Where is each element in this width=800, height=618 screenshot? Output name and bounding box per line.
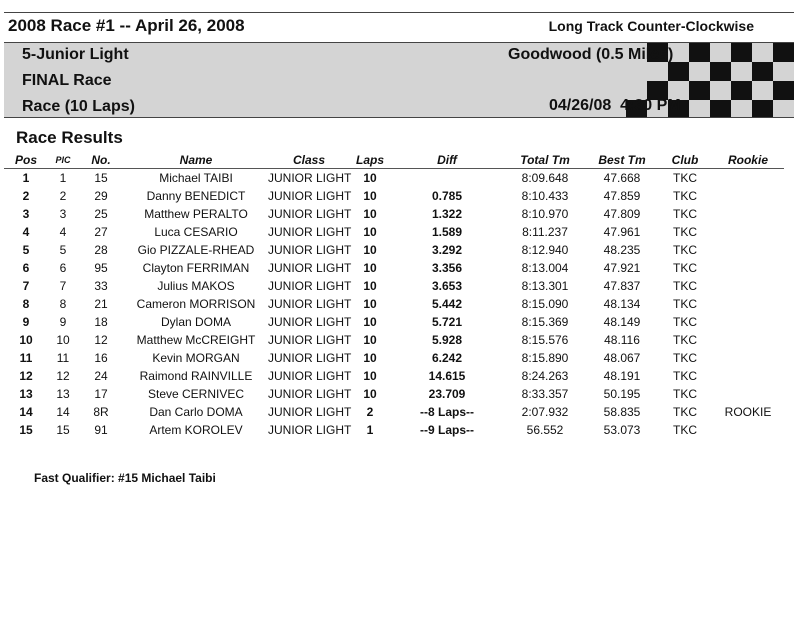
cell-total: 8:10.433 [521,189,569,203]
table-row [4,277,784,295]
cell-pos: 5 [22,243,30,257]
cell-club: TKC [673,369,697,383]
cell-laps: 10 [363,279,377,293]
table-row [4,403,784,421]
cell-diff: 1.589 [431,225,463,239]
col-diff: Diff [390,151,504,169]
cell-laps: 10 [363,315,377,329]
cell-rookie [712,223,784,241]
cell-rookie [712,205,784,223]
flag-square [773,81,794,100]
cell-diff: 3.653 [431,279,463,293]
cell-pic: 9 [59,315,67,329]
cell-diff: 3.356 [431,261,463,275]
col-rookie: Rookie [712,151,784,169]
cell-rookie [712,169,784,188]
cell-class: JUNIOR LIGHT [268,351,352,365]
cell-class: JUNIOR LIGHT [268,279,352,293]
cell-best: 48.149 [603,315,641,329]
cell-pos: 9 [22,315,30,329]
cell-pos: 8 [22,297,30,311]
cell-no: 27 [94,225,108,239]
cell-pos: 10 [19,333,33,347]
header-bottom-rule [4,117,794,118]
cell-best: 58.835 [603,405,641,419]
cell-name: Gio PIZZALE-RHEAD [137,243,255,257]
col-name: Name [124,151,268,169]
cell-club: TKC [673,189,697,203]
cell-name: Kevin MORGAN [152,351,240,365]
cell-class: JUNIOR LIGHT [268,369,352,383]
cell-pic: 1 [59,171,67,185]
flag-square [752,62,773,81]
cell-diff: 0.785 [431,189,463,203]
cell-no: 29 [94,189,108,203]
cell-no: 28 [94,243,108,257]
cell-name: Matthew PERALTO [144,207,248,221]
cell-pic: 11 [56,351,70,365]
venue: Goodwood (0.5 Miles) [508,46,674,63]
col-club: Club [658,151,712,169]
cell-laps: 10 [363,225,377,239]
col-pos: Pos [4,151,48,169]
table-row [4,259,784,277]
cell-class: JUNIOR LIGHT [268,333,352,347]
cell-diff: 3.292 [431,243,463,257]
cell-no: 25 [94,207,108,221]
cell-diff: --9 Laps-- [420,423,474,437]
col-best: Best Tm [586,151,658,169]
cell-pic: 3 [59,207,67,221]
cell-total: 8:11.237 [522,225,568,239]
cell-name: Dan Carlo DOMA [149,405,243,419]
results-header-row [4,151,784,169]
table-row [4,205,784,223]
cell-class: JUNIOR LIGHT [268,189,352,203]
cell-best: 48.134 [603,297,641,311]
fast-qualifier: Fast Qualifier: #15 Michael Taibi [34,471,216,485]
cell-no: 12 [94,333,108,347]
table-row [4,187,784,205]
cell-club: TKC [673,297,697,311]
cell-pos: 2 [22,189,30,203]
cell-rookie [712,277,784,295]
col-total: Total Tm [504,151,586,169]
cell-best: 50.195 [603,387,641,401]
cell-class: JUNIOR LIGHT [268,261,352,275]
results-heading: Race Results [16,128,123,147]
cell-laps: 10 [363,261,377,275]
cell-pic: 6 [59,261,67,275]
table-row [4,295,784,313]
cell-no: 95 [94,261,108,275]
cell-best: 47.859 [603,189,641,203]
race-datetime [549,97,681,115]
cell-pos: 14 [19,405,33,419]
cell-rookie [712,331,784,349]
cell-no: 91 [94,423,108,437]
col-no: No. [78,151,124,169]
cell-rookie: ROOKIE [724,405,772,419]
cell-no: 18 [94,315,108,329]
cell-name: Michael TAIBI [159,171,233,185]
header-title-bar [4,12,794,40]
cell-total: 8:15.369 [521,315,569,329]
cell-pic: 4 [59,225,67,239]
cell-rookie [712,367,784,385]
cell-total: 8:15.576 [521,333,569,347]
race-class: 5-Junior Light [22,46,129,63]
cell-rookie [712,295,784,313]
cell-pos: 11 [19,351,33,365]
cell-laps: 10 [363,189,377,203]
cell-rookie [712,259,784,277]
cell-best: 47.921 [603,261,641,275]
cell-name: Matthew McCREIGHT [136,333,256,347]
cell-rookie [712,385,784,403]
cell-rookie [712,187,784,205]
cell-best: 47.837 [603,279,641,293]
cell-diff: 14.615 [428,369,466,383]
flag-square [731,81,752,100]
flag-square [710,62,731,81]
cell-pic: 7 [59,279,67,293]
cell-pic: 2 [59,189,67,203]
col-class: Class [268,151,350,169]
cell-best: 47.809 [603,207,641,221]
table-row [4,385,784,403]
cell-diff [390,169,504,188]
cell-class: JUNIOR LIGHT [268,297,352,311]
race-laps: Race (10 Laps) [22,98,135,115]
cell-no: 15 [94,171,108,185]
cell-name: Luca CESARIO [154,225,238,239]
cell-laps: 1 [366,423,374,437]
cell-club: TKC [673,261,697,275]
cell-no: 21 [94,297,108,311]
cell-no: 17 [94,387,108,401]
race-time: 4:30 PM [620,97,681,114]
cell-laps: 2 [366,405,374,419]
col-laps: Laps [350,151,390,169]
cell-name: Steve CERNIVEC [147,387,245,401]
cell-pic: 5 [59,243,67,257]
cell-pos: 13 [19,387,33,401]
cell-laps: 10 [363,387,377,401]
cell-total: 8:12.940 [521,243,569,257]
cell-diff: 23.709 [428,387,466,401]
cell-best: 48.116 [604,333,640,347]
cell-no: 16 [94,351,108,365]
cell-total: 8:15.890 [521,351,569,365]
cell-rookie [712,349,784,367]
cell-pos: 15 [19,423,33,437]
cell-pic: 15 [56,423,70,437]
cell-class: JUNIOR LIGHT [268,405,352,419]
cell-total: 56.552 [526,423,564,437]
cell-class: JUNIOR LIGHT [268,243,352,257]
results-table [4,151,784,439]
cell-class: JUNIOR LIGHT [268,225,352,239]
cell-name: Dylan DOMA [160,315,231,329]
table-row [4,313,784,331]
cell-rookie [712,421,784,439]
cell-best: 47.961 [603,225,641,239]
cell-total: 8:10.970 [521,207,569,221]
cell-pos: 7 [22,279,30,293]
cell-laps: 10 [363,171,377,185]
cell-best: 48.191 [603,369,641,383]
cell-pos: 6 [22,261,30,275]
track-type: Long Track Counter-Clockwise [548,18,754,34]
cell-name: Raimond RAINVILLE [139,369,253,383]
cell-club: TKC [673,387,697,401]
cell-pic: 13 [56,387,70,401]
cell-no: 33 [94,279,108,293]
cell-pos: 1 [22,171,30,185]
cell-class: JUNIOR LIGHT [268,387,352,401]
cell-best: 48.067 [603,351,641,365]
cell-class: JUNIOR LIGHT [268,207,352,221]
cell-name: Artem KOROLEV [149,423,243,437]
cell-pos: 3 [22,207,30,221]
table-row [4,241,784,259]
cell-pic: 12 [56,369,70,383]
cell-total: 8:15.090 [521,297,569,311]
flag-square [689,43,710,62]
cell-pic: 10 [56,333,70,347]
cell-diff: 6.242 [431,351,463,365]
cell-class: JUNIOR LIGHT [268,315,352,329]
cell-club: TKC [673,243,697,257]
cell-name: Danny BENEDICT [146,189,246,203]
cell-best: 48.235 [603,243,641,257]
cell-club: TKC [673,171,697,185]
cell-laps: 10 [363,297,377,311]
col-pic: PIC [48,151,78,169]
cell-club: TKC [673,405,697,419]
cell-pos: 4 [22,225,30,239]
cell-diff: --8 Laps-- [420,405,474,419]
cell-rookie [712,313,784,331]
cell-total: 8:24.263 [521,369,569,383]
cell-club: TKC [673,423,697,437]
cell-laps: 10 [363,333,377,347]
cell-laps: 10 [363,207,377,221]
flag-square [773,43,794,62]
flag-square [731,43,752,62]
cell-best: 53.073 [603,423,641,437]
cell-total: 8:13.004 [521,261,569,275]
cell-name: Clayton FERRIMAN [142,261,250,275]
cell-diff: 5.721 [431,315,463,329]
flag-square [710,100,731,117]
table-row [4,349,784,367]
table-row [4,367,784,385]
cell-club: TKC [673,225,697,239]
cell-class: JUNIOR LIGHT [268,171,352,185]
flag-square [752,100,773,117]
race-date: 04/26/08 [549,97,612,114]
cell-name: Julius MAKOS [157,279,235,293]
cell-class: JUNIOR LIGHT [268,423,352,437]
flag-square [689,81,710,100]
cell-rookie [712,241,784,259]
cell-pic: 8 [59,297,67,311]
cell-total: 8:09.648 [521,171,569,185]
cell-laps: 10 [363,243,377,257]
cell-laps: 10 [363,369,377,383]
cell-pic: 14 [56,405,70,419]
table-row [4,223,784,241]
table-row [4,169,784,188]
cell-club: TKC [673,351,697,365]
cell-total: 2:07.932 [521,405,569,419]
race-type: FINAL Race [22,72,112,89]
race-title: 2008 Race #1 -- April 26, 2008 [8,16,245,35]
cell-total: 8:33.357 [521,387,569,401]
cell-club: TKC [673,315,697,329]
cell-diff: 5.928 [431,333,463,347]
cell-name: Cameron MORRISON [136,297,256,311]
table-row [4,331,784,349]
flag-square [668,62,689,81]
cell-club: TKC [673,279,697,293]
cell-pos: 12 [19,369,33,383]
cell-diff: 5.442 [431,297,463,311]
cell-club: TKC [673,333,697,347]
cell-diff: 1.322 [431,207,463,221]
cell-best: 47.668 [603,171,641,185]
cell-no: 24 [94,369,108,383]
cell-total: 8:13.301 [521,279,569,293]
cell-laps: 10 [363,351,377,365]
cell-no: 8R [93,405,109,419]
cell-club: TKC [673,207,697,221]
table-row [4,421,784,439]
